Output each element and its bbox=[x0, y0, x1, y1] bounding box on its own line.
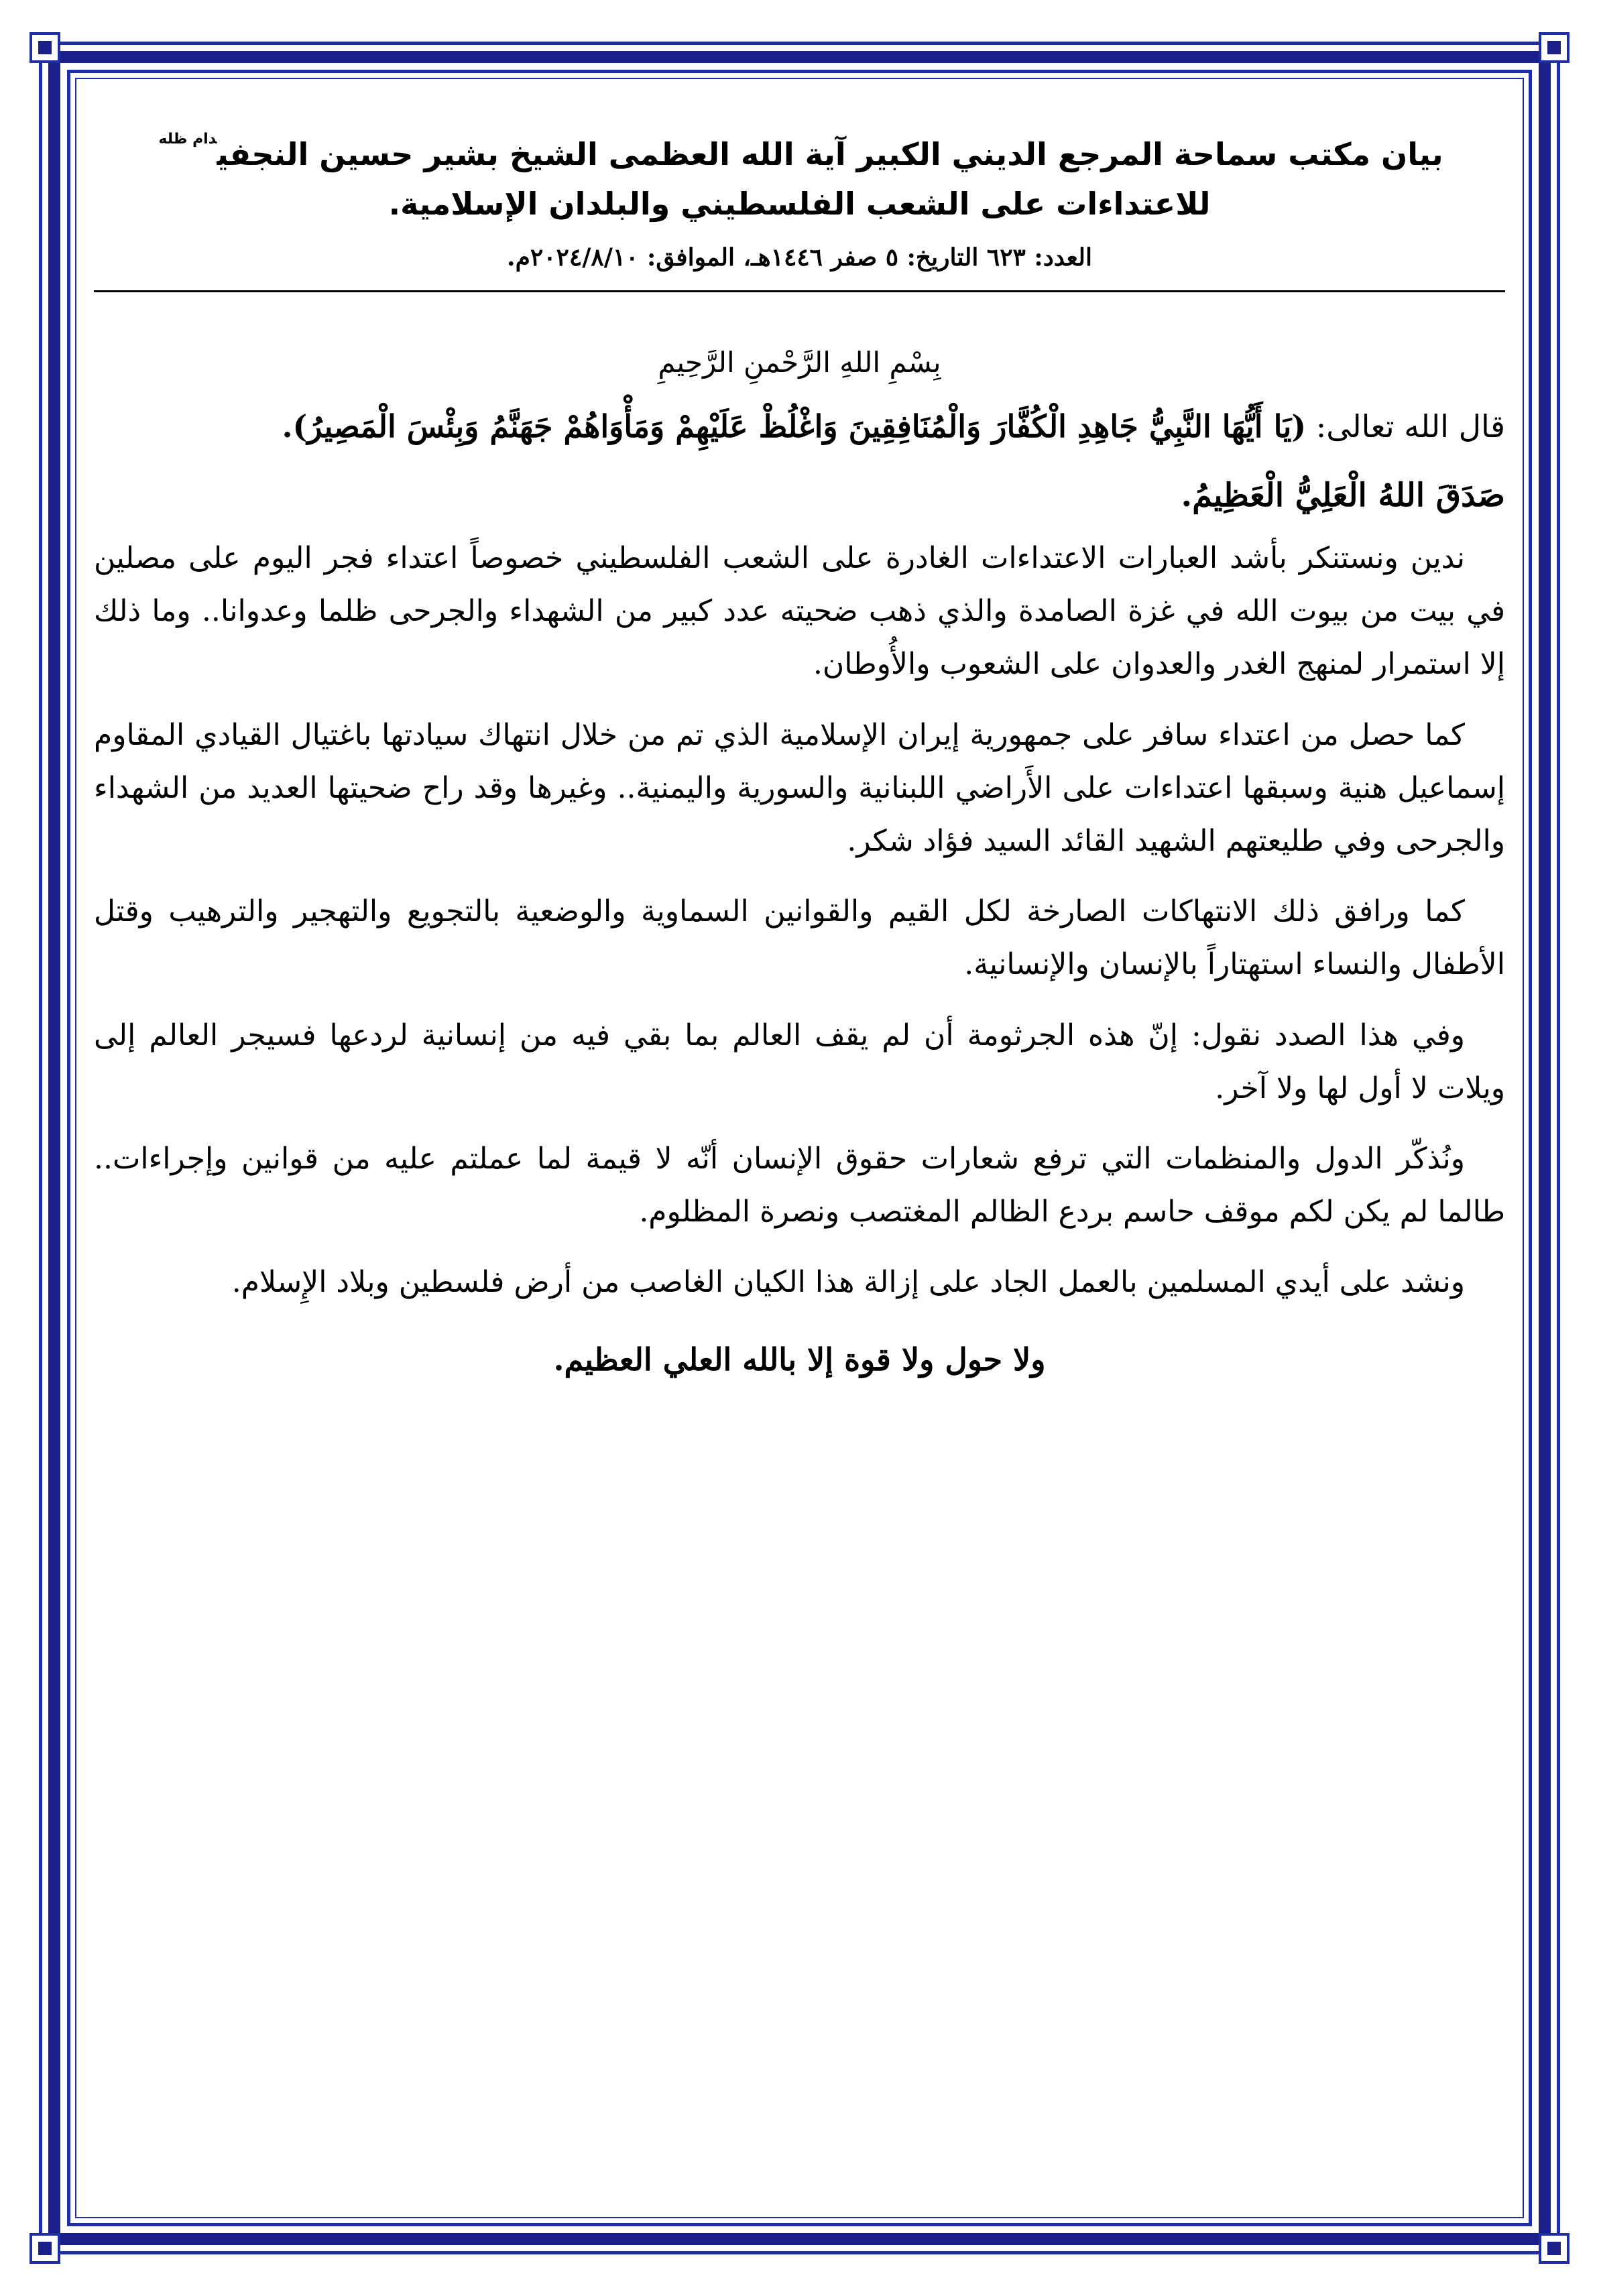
paragraph-5: ونُذكّر الدول والمنظمات التي ترفع شعارات حقوق الإنسان أنّه لا قيمة لما عملتم عليه من قوانين وإجراءات.. طالما لم يكن لكم موقف حاسم بردع الظالم المغتصب ونصرة المظلوم. bbox=[94, 1141, 1505, 1229]
title-honorific: دام ظله bbox=[158, 131, 217, 147]
verse-intro: قال الله تعالى: bbox=[1306, 408, 1505, 445]
title-line-1-text: بيان مكتب سماحة المرجع الديني الكبير آية الله العظمى الشيخ بشير حسين النجفي bbox=[217, 136, 1443, 172]
statement-title bbox=[94, 127, 1505, 229]
paragraph-2: كما حصل من اعتداء سافر على جمهورية إيران الإسلامية الذي تم من خلال انتهاك سيادتها باغتيال القيادي المقاوم إسماعيل هنية وسبقها اعتداءات على الأَراضي اللبنانية والسورية واليمنية.. وغيرها وقد راح ضحيتها العديد من الشهداء والجرحى وفي طليعتهم الشهيد القائد السيد فؤاد شكر. bbox=[94, 717, 1505, 859]
title-line-2: للاعتداءات على الشعب الفلسطيني والبلدان الإسلامية. bbox=[388, 185, 1211, 222]
paragraph-4: وفي هذا الصدد نقول: إنّ هذه الجرثومة أن لم يقف العالم بما بقي فيه من إنسانية لردعها فسيجر العالم إلى ويلات لا أول لها ولا آخر. bbox=[94, 1018, 1505, 1105]
quran-verse bbox=[94, 402, 1505, 452]
header-divider bbox=[94, 290, 1505, 292]
closing-phrase: ولا حول ولا قوة إلا بالله العلي العظيم. bbox=[553, 1341, 1046, 1378]
paragraph-3: كما ورافق ذلك الانتهاكات الصارخة لكل القيم والقوانين السماوية والوضعية بالتجويع والتهجير والترهيب وقتل الأطفال والنساء استهتاراً بالإنسان والإنسانية. bbox=[94, 894, 1505, 982]
paragraph-6: ونشد على أيدي المسلمين بالعمل الجاد على إزالة هذا الكيان الغاصب من أرض فلسطين وبلاد الإِسلام. bbox=[231, 1265, 1465, 1300]
corner-ornament-top-left bbox=[29, 32, 60, 63]
sadaq-allah: صَدَقَ اللهُ الْعَلِيُّ الْعَظِيمُ. bbox=[1181, 477, 1505, 515]
statement-document bbox=[94, 114, 1505, 1378]
corner-ornament-top-right bbox=[1539, 32, 1570, 63]
basmala: بِسْمِ اللهِ الرَّحْمنِ الرَّحِيمِ bbox=[658, 346, 941, 379]
corner-ornament-bottom-left bbox=[29, 2233, 60, 2264]
paragraph-1: ندين ونستنكر بأشد العبارات الاعتداءات الغادرة على الشعب الفلسطيني خصوصاً اعتداء فجر اليوم على مصلين في بيت من بيوت الله في غزة الصامدة والذي ذهب ضحيته عدد كبير من الشهداء والجرحى ظلما وعدوانا.. وما ذلك إلا استمرار لمنهج الغدر والعدوان على الشعوب والأُوطان. bbox=[94, 541, 1505, 682]
document-number-date: العدد: ٦٢٣ التاريخ: ٥ صفر ١٤٤٦هـ، الموافق: ٢٠٢٤/٨/١٠م. bbox=[507, 243, 1092, 272]
corner-ornament-bottom-right bbox=[1539, 2233, 1570, 2264]
verse-text: (يَا أَيُّهَا النَّبِيُّ جَاهِدِ الْكُفَّارَ وَالْمُنَافِقِينَ وَاغْلُظْ عَلَيْهِمْ وَمَأْوَاهُمْ جَهَنَّمُ وَبِئْسَ الْمَصِيرُ). bbox=[282, 408, 1307, 445]
title-line-1 bbox=[94, 127, 1505, 180]
